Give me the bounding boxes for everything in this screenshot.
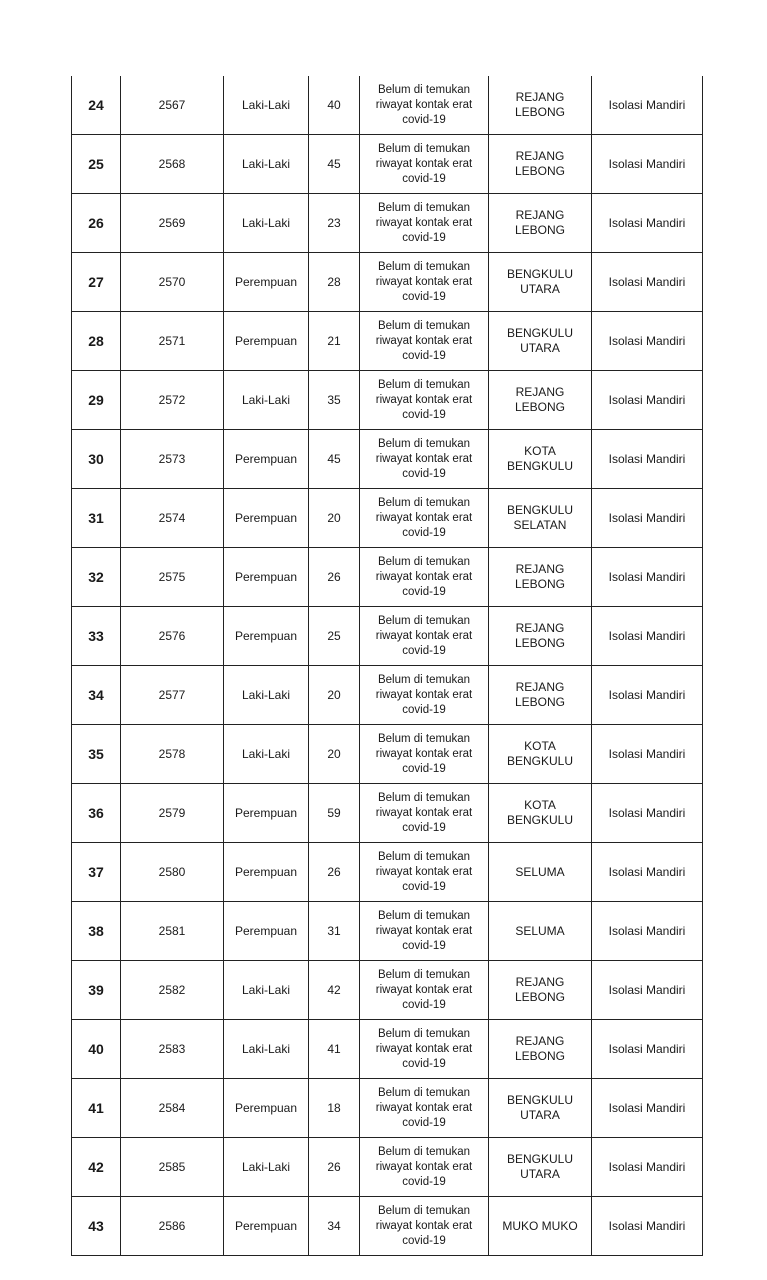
case-id-cell: 2583 bbox=[121, 1020, 224, 1079]
case-id-cell: 2579 bbox=[121, 784, 224, 843]
contact-history-text: Belum di temukan riwayat kontak erat covid-19 bbox=[375, 496, 473, 539]
case-id-cell: 2582 bbox=[121, 961, 224, 1020]
table-row bbox=[72, 135, 703, 194]
status-cell: Isolasi Mandiri bbox=[592, 548, 703, 607]
region-cell bbox=[489, 843, 592, 902]
contact-history-text: Belum di temukan riwayat kontak erat covid-19 bbox=[375, 201, 473, 244]
status-cell: Isolasi Mandiri bbox=[592, 430, 703, 489]
contact-history-text: Belum di temukan riwayat kontak erat covid-19 bbox=[375, 260, 473, 303]
case-id-cell: 2567 bbox=[121, 76, 224, 135]
age-cell: 23 bbox=[309, 194, 360, 253]
region-cell bbox=[489, 312, 592, 371]
case-id-cell: 2571 bbox=[121, 312, 224, 371]
contact-history-text: Belum di temukan riwayat kontak erat covid-19 bbox=[375, 1086, 473, 1129]
case-number-cell: 27 bbox=[72, 253, 121, 312]
status-cell: Isolasi Mandiri bbox=[592, 1079, 703, 1138]
age-cell: 35 bbox=[309, 371, 360, 430]
gender-cell: Perempuan bbox=[224, 1197, 309, 1256]
region-cell bbox=[489, 1138, 592, 1197]
case-id-cell: 2568 bbox=[121, 135, 224, 194]
case-id-cell: 2574 bbox=[121, 489, 224, 548]
region-text: BENGKULU UTARA bbox=[506, 1093, 574, 1122]
table-row bbox=[72, 1079, 703, 1138]
table-row bbox=[72, 902, 703, 961]
gender-cell: Laki-Laki bbox=[224, 371, 309, 430]
status-cell: Isolasi Mandiri bbox=[592, 489, 703, 548]
status-cell: Isolasi Mandiri bbox=[592, 76, 703, 135]
case-number-cell: 25 bbox=[72, 135, 121, 194]
status-cell: Isolasi Mandiri bbox=[592, 135, 703, 194]
gender-cell: Laki-Laki bbox=[224, 1020, 309, 1079]
status-cell: Isolasi Mandiri bbox=[592, 1020, 703, 1079]
age-cell: 45 bbox=[309, 135, 360, 194]
contact-history-cell bbox=[360, 76, 489, 135]
contact-history-text: Belum di temukan riwayat kontak erat covid-19 bbox=[375, 83, 473, 126]
case-number-cell: 37 bbox=[72, 843, 121, 902]
case-number-cell: 35 bbox=[72, 725, 121, 784]
case-id-cell: 2573 bbox=[121, 430, 224, 489]
contact-history-cell bbox=[360, 430, 489, 489]
case-id-cell: 2575 bbox=[121, 548, 224, 607]
gender-cell: Perempuan bbox=[224, 843, 309, 902]
contact-history-text: Belum di temukan riwayat kontak erat covid-19 bbox=[375, 378, 473, 421]
gender-cell: Laki-Laki bbox=[224, 194, 309, 253]
case-table-container bbox=[71, 76, 703, 1256]
case-number-cell: 26 bbox=[72, 194, 121, 253]
contact-history-text: Belum di temukan riwayat kontak erat covid-19 bbox=[375, 1027, 473, 1070]
gender-cell: Perempuan bbox=[224, 489, 309, 548]
gender-cell: Perempuan bbox=[224, 607, 309, 666]
region-text: REJANG LEBONG bbox=[514, 1034, 565, 1063]
status-cell: Isolasi Mandiri bbox=[592, 1197, 703, 1256]
contact-history-text: Belum di temukan riwayat kontak erat covid-19 bbox=[375, 850, 473, 893]
contact-history-cell bbox=[360, 784, 489, 843]
case-id-cell: 2570 bbox=[121, 253, 224, 312]
region-cell bbox=[489, 902, 592, 961]
region-text: KOTA BENGKULU bbox=[506, 444, 574, 473]
contact-history-cell bbox=[360, 725, 489, 784]
age-cell: 25 bbox=[309, 607, 360, 666]
status-cell: Isolasi Mandiri bbox=[592, 843, 703, 902]
gender-cell: Laki-Laki bbox=[224, 135, 309, 194]
case-number-cell: 33 bbox=[72, 607, 121, 666]
contact-history-text: Belum di temukan riwayat kontak erat covid-19 bbox=[375, 555, 473, 598]
region-text: BENGKULU UTARA bbox=[506, 326, 574, 355]
status-cell: Isolasi Mandiri bbox=[592, 725, 703, 784]
case-number-cell: 40 bbox=[72, 1020, 121, 1079]
case-id-cell: 2580 bbox=[121, 843, 224, 902]
contact-history-cell bbox=[360, 902, 489, 961]
region-cell bbox=[489, 961, 592, 1020]
table-row bbox=[72, 430, 703, 489]
region-cell bbox=[489, 1020, 592, 1079]
status-cell: Isolasi Mandiri bbox=[592, 253, 703, 312]
case-number-cell: 24 bbox=[72, 76, 121, 135]
contact-history-text: Belum di temukan riwayat kontak erat covid-19 bbox=[375, 319, 473, 362]
status-cell: Isolasi Mandiri bbox=[592, 607, 703, 666]
contact-history-cell bbox=[360, 607, 489, 666]
contact-history-text: Belum di temukan riwayat kontak erat covid-19 bbox=[375, 909, 473, 952]
case-number-cell: 36 bbox=[72, 784, 121, 843]
table-row bbox=[72, 1138, 703, 1197]
case-id-cell: 2584 bbox=[121, 1079, 224, 1138]
contact-history-cell bbox=[360, 548, 489, 607]
region-cell bbox=[489, 666, 592, 725]
region-text: SELUMA bbox=[515, 923, 565, 938]
case-id-cell: 2569 bbox=[121, 194, 224, 253]
region-text: REJANG LEBONG bbox=[514, 975, 565, 1004]
region-cell bbox=[489, 784, 592, 843]
region-cell bbox=[489, 371, 592, 430]
contact-history-cell bbox=[360, 312, 489, 371]
contact-history-text: Belum di temukan riwayat kontak erat covid-19 bbox=[375, 673, 473, 716]
region-text: REJANG LEBONG bbox=[514, 621, 565, 650]
case-id-cell: 2577 bbox=[121, 666, 224, 725]
case-number-cell: 32 bbox=[72, 548, 121, 607]
age-cell: 42 bbox=[309, 961, 360, 1020]
contact-history-cell bbox=[360, 1197, 489, 1256]
region-text: KOTA BENGKULU bbox=[506, 739, 574, 768]
table-row bbox=[72, 76, 703, 135]
age-cell: 34 bbox=[309, 1197, 360, 1256]
gender-cell: Laki-Laki bbox=[224, 666, 309, 725]
age-cell: 20 bbox=[309, 489, 360, 548]
region-text: REJANG LEBONG bbox=[514, 680, 565, 709]
case-id-cell: 2586 bbox=[121, 1197, 224, 1256]
gender-cell: Perempuan bbox=[224, 548, 309, 607]
gender-cell: Perempuan bbox=[224, 784, 309, 843]
case-number-cell: 41 bbox=[72, 1079, 121, 1138]
case-table-body bbox=[72, 76, 703, 1256]
case-number-cell: 29 bbox=[72, 371, 121, 430]
gender-cell: Laki-Laki bbox=[224, 961, 309, 1020]
age-cell: 41 bbox=[309, 1020, 360, 1079]
region-text: BENGKULU UTARA bbox=[506, 267, 574, 296]
region-cell bbox=[489, 548, 592, 607]
age-cell: 45 bbox=[309, 430, 360, 489]
contact-history-cell bbox=[360, 135, 489, 194]
region-cell bbox=[489, 607, 592, 666]
case-number-cell: 39 bbox=[72, 961, 121, 1020]
contact-history-text: Belum di temukan riwayat kontak erat covid-19 bbox=[375, 732, 473, 775]
region-text: BENGKULU UTARA bbox=[506, 1152, 574, 1181]
table-row bbox=[72, 843, 703, 902]
case-id-cell: 2581 bbox=[121, 902, 224, 961]
gender-cell: Laki-Laki bbox=[224, 76, 309, 135]
status-cell: Isolasi Mandiri bbox=[592, 784, 703, 843]
age-cell: 40 bbox=[309, 76, 360, 135]
contact-history-text: Belum di temukan riwayat kontak erat covid-19 bbox=[375, 1145, 473, 1188]
status-cell: Isolasi Mandiri bbox=[592, 1138, 703, 1197]
region-text: KOTA BENGKULU bbox=[506, 798, 574, 827]
case-number-cell: 43 bbox=[72, 1197, 121, 1256]
contact-history-text: Belum di temukan riwayat kontak erat covid-19 bbox=[375, 968, 473, 1011]
contact-history-cell bbox=[360, 371, 489, 430]
age-cell: 20 bbox=[309, 725, 360, 784]
region-text: BENGKULU SELATAN bbox=[506, 503, 574, 532]
contact-history-cell bbox=[360, 253, 489, 312]
region-text: REJANG LEBONG bbox=[514, 208, 565, 237]
table-row bbox=[72, 489, 703, 548]
status-cell: Isolasi Mandiri bbox=[592, 666, 703, 725]
contact-history-cell bbox=[360, 666, 489, 725]
table-row bbox=[72, 961, 703, 1020]
table-row bbox=[72, 666, 703, 725]
contact-history-text: Belum di temukan riwayat kontak erat covid-19 bbox=[375, 437, 473, 480]
age-cell: 18 bbox=[309, 1079, 360, 1138]
contact-history-cell bbox=[360, 843, 489, 902]
table-row bbox=[72, 312, 703, 371]
age-cell: 28 bbox=[309, 253, 360, 312]
table-row bbox=[72, 371, 703, 430]
region-cell bbox=[489, 135, 592, 194]
region-cell bbox=[489, 1197, 592, 1256]
table-row bbox=[72, 548, 703, 607]
case-id-cell: 2576 bbox=[121, 607, 224, 666]
case-number-cell: 34 bbox=[72, 666, 121, 725]
region-cell bbox=[489, 1079, 592, 1138]
case-number-cell: 38 bbox=[72, 902, 121, 961]
case-table bbox=[71, 76, 703, 1256]
gender-cell: Perempuan bbox=[224, 312, 309, 371]
region-cell bbox=[489, 489, 592, 548]
gender-cell: Perempuan bbox=[224, 1079, 309, 1138]
age-cell: 26 bbox=[309, 1138, 360, 1197]
contact-history-cell bbox=[360, 1020, 489, 1079]
table-row bbox=[72, 607, 703, 666]
case-number-cell: 28 bbox=[72, 312, 121, 371]
status-cell: Isolasi Mandiri bbox=[592, 312, 703, 371]
table-row bbox=[72, 784, 703, 843]
region-cell bbox=[489, 253, 592, 312]
gender-cell: Perempuan bbox=[224, 902, 309, 961]
case-number-cell: 31 bbox=[72, 489, 121, 548]
contact-history-text: Belum di temukan riwayat kontak erat covid-19 bbox=[375, 791, 473, 834]
case-number-cell: 30 bbox=[72, 430, 121, 489]
age-cell: 20 bbox=[309, 666, 360, 725]
age-cell: 31 bbox=[309, 902, 360, 961]
contact-history-text: Belum di temukan riwayat kontak erat covid-19 bbox=[375, 1204, 473, 1247]
case-number-cell: 42 bbox=[72, 1138, 121, 1197]
contact-history-cell bbox=[360, 194, 489, 253]
age-cell: 21 bbox=[309, 312, 360, 371]
table-row bbox=[72, 1197, 703, 1256]
contact-history-text: Belum di temukan riwayat kontak erat covid-19 bbox=[375, 614, 473, 657]
gender-cell: Laki-Laki bbox=[224, 725, 309, 784]
region-text: SELUMA bbox=[515, 864, 565, 879]
age-cell: 26 bbox=[309, 548, 360, 607]
status-cell: Isolasi Mandiri bbox=[592, 902, 703, 961]
status-cell: Isolasi Mandiri bbox=[592, 961, 703, 1020]
region-text: REJANG LEBONG bbox=[514, 562, 565, 591]
case-id-cell: 2578 bbox=[121, 725, 224, 784]
gender-cell: Perempuan bbox=[224, 430, 309, 489]
case-id-cell: 2572 bbox=[121, 371, 224, 430]
table-row bbox=[72, 1020, 703, 1079]
region-cell bbox=[489, 194, 592, 253]
status-cell: Isolasi Mandiri bbox=[592, 194, 703, 253]
status-cell: Isolasi Mandiri bbox=[592, 371, 703, 430]
gender-cell: Perempuan bbox=[224, 253, 309, 312]
gender-cell: Laki-Laki bbox=[224, 1138, 309, 1197]
region-text: MUKO MUKO bbox=[502, 1218, 578, 1233]
contact-history-cell bbox=[360, 1138, 489, 1197]
table-row bbox=[72, 253, 703, 312]
region-cell bbox=[489, 725, 592, 784]
contact-history-cell bbox=[360, 1079, 489, 1138]
region-cell bbox=[489, 430, 592, 489]
case-id-cell: 2585 bbox=[121, 1138, 224, 1197]
region-cell bbox=[489, 76, 592, 135]
region-text: REJANG LEBONG bbox=[514, 149, 565, 178]
age-cell: 59 bbox=[309, 784, 360, 843]
contact-history-text: Belum di temukan riwayat kontak erat covid-19 bbox=[375, 142, 473, 185]
table-row bbox=[72, 725, 703, 784]
contact-history-cell bbox=[360, 961, 489, 1020]
region-text: REJANG LEBONG bbox=[514, 385, 565, 414]
region-text: REJANG LEBONG bbox=[514, 90, 565, 119]
age-cell: 26 bbox=[309, 843, 360, 902]
table-row bbox=[72, 194, 703, 253]
contact-history-cell bbox=[360, 489, 489, 548]
